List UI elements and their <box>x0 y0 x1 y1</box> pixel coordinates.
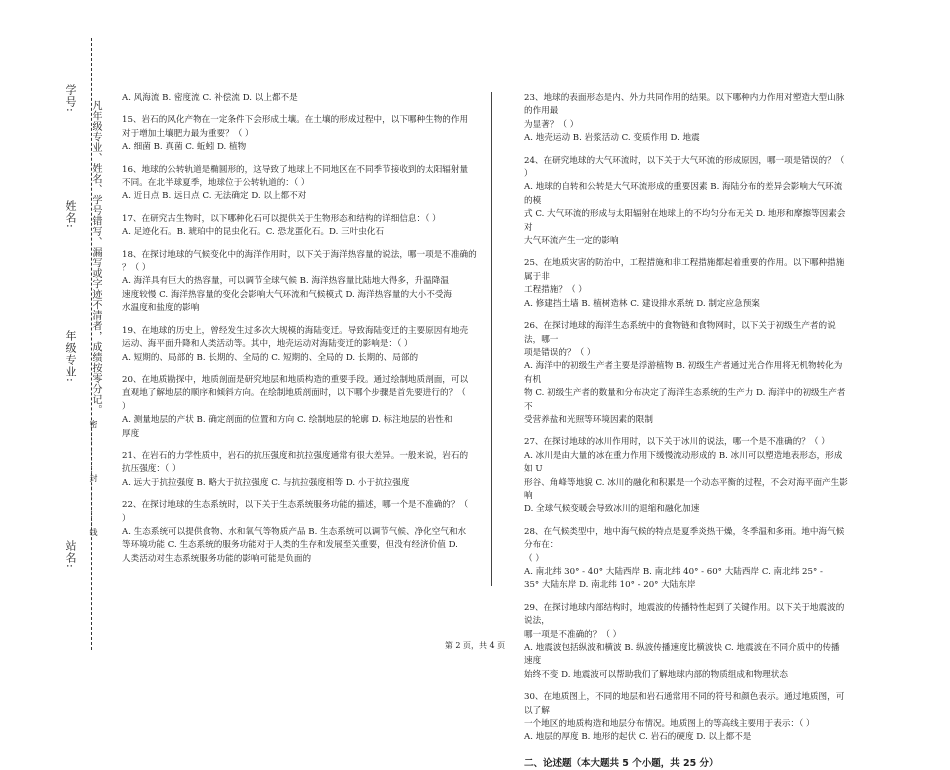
question-line: 项是错误的？（ ） <box>524 347 596 358</box>
question-line: 35° 大陆东岸 D. 南北纬 10° - 20° 大陆东岸 <box>524 580 696 591</box>
question-line: 18、在探讨地球的气候变化中的海洋作用时，以下关于海洋热容量的说法，哪一项是不准确的 <box>122 249 477 260</box>
question-line: 29、在探讨地球内部结构时，地震波的传播特性起到了关键作用。以下关于地震波的说法， <box>524 602 845 627</box>
question-line: 形谷、角峰等地貌 C. 冰川的融化和积累是一个动态平衡的过程，不会对海平面产生影响 <box>524 477 848 501</box>
question-block <box>122 114 484 154</box>
question-line: ？（ ） <box>122 263 151 274</box>
right-column <box>524 92 848 770</box>
question-line: 大气环流产生一定的影响 <box>524 236 619 247</box>
question-line: A. 冰川是由大量的冰在重力作用下缓慢流动形成的 B. 冰川可以塑造地表形态，形成如 U <box>524 450 843 475</box>
question-line: 17、在研究古生物时，以下哪种化石可以提供关于生物形态和结构的详细信息：（ ） <box>122 213 441 224</box>
question-line: A. 海洋具有巨大的热容量，可以调节全球气候 B. 海洋热容量比陆地大得多，升温降温 <box>122 276 449 287</box>
question-line: 24、在研究地球的大气环流时，以下关于大气环流的形成原因，哪一项是错误的？（ ） <box>524 155 845 180</box>
binding-warning: 凡年级专业、姓名、学号错写、漏写或字迹不清者，成绩按零分记。 <box>90 100 101 415</box>
name-label: 姓名: <box>64 200 77 229</box>
question-block <box>122 325 484 365</box>
question-block <box>524 526 848 593</box>
question-line: 水温度和盐度的影响 <box>122 303 200 314</box>
question-line: 25、在地质灾害的防治中，工程措施和非工程措施都起着重要的作用。以下哪种措施属于非 <box>524 258 845 282</box>
question-line: A. 地球的自转和公转是大气环流形成的重要因素 B. 海陆分布的差异会影响大气环流的模 <box>524 182 843 206</box>
question-line: A. 修建挡土墙 B. 植树造林 C. 建设排水系统 D. 制定应急预案 <box>524 298 760 309</box>
question-line: 一个地区的地质构造和地层分布情况。地质图上的等高线主要用于表示：（ ） <box>524 719 815 730</box>
question-block <box>524 155 848 249</box>
question-line: A. 足迹化石。B. 琥珀中的昆虫化石。C. 恐龙蛋化石。D. 三叶虫化石 <box>122 227 385 238</box>
question-line: 式 C. 大气环流的形成与太阳辐射在地球上的不均匀分布无关 D. 地形和摩擦等因素会对 <box>524 209 846 233</box>
question-line: 哪一项是不准确的？（ ） <box>524 629 622 640</box>
question-line: ） <box>122 401 131 412</box>
question-line: 运动、海平面升降和人类活动等。其中，地壳运动对海陆变迁的影响是：（ ） <box>122 339 413 350</box>
question-line: 始终不变 D. 地震波可以帮助我们了解地球内部的物质组成和物理状态 <box>524 669 788 680</box>
question-block <box>524 691 848 745</box>
question-line: 22、在探讨地球的生态系统时，以下关于生态系统服务功能的描述，哪一个是不准确的？（ <box>122 500 469 511</box>
question-block <box>524 320 848 427</box>
question-line: A. 地层的厚度 B. 地形的起伏 C. 岩石的硬度 D. 以上都不是 <box>524 732 752 743</box>
question-line: 16、地球的公转轨道是椭圆形的，这导致了地球上不同地区在不同季节接收到的太阳辐射量 <box>122 164 469 175</box>
student-id-label: 学号: <box>64 84 77 113</box>
question-line: A. 近日点 B. 远日点 C. 无法确定 D. 以上都不对 <box>122 191 307 202</box>
question-line: 厚度 <box>122 428 140 439</box>
question-line: A. 细菌 B. 真菌 C. 蚯蚓 D. 植物 <box>122 142 247 153</box>
question-line: 物 C. 初级生产者的数量和分布决定了海洋生态系统的生产力 D. 海洋中的初级生产者不 <box>524 388 846 412</box>
question-line: A. 南北纬 30° - 40° 大陆西岸 B. 南北纬 40° - 60° 大陆西岸 C. 南北纬 25° - <box>524 567 823 577</box>
question-line: 27、在探讨地球的冰川作用时，以下关于冰川的说法，哪一个是不准确的？（ ） <box>524 437 830 448</box>
school-label: 站名: <box>64 540 77 569</box>
question-line: 对于增加土壤肥力最为重要？（ ） <box>122 128 254 139</box>
question-line: A. 地震波包括纵波和横波 B. 纵波传播速度比横波快 C. 地震波在不同介质中的传播速度 <box>524 643 840 667</box>
question-line: （ ） <box>524 553 544 564</box>
question-block <box>524 92 848 146</box>
question-line: A. 测量地层的产状 B. 确定剖面的位置和方向 C. 绘制地层的轮廓 D. 标注地层的岩性和 <box>122 415 453 426</box>
question-line: A. 海洋中的初级生产者主要是浮游植物 B. 初级生产者通过光合作用将无机物转化为有机 <box>524 361 843 385</box>
question-line: 21、在岩石的力学性质中，岩石的抗压强度和抗拉强度通常有很大差异。一般来说，岩石的 <box>122 450 469 461</box>
section-title: 二、论述题（本大题共 5 个小题，共 25 分） <box>524 757 719 769</box>
question-line: 20、在地质勘探中，地质剖面是研究地层和地质构造的重要手段。通过绘制地质剖面，可以 <box>122 374 469 385</box>
question-line: A. 短期的、局部的 B. 长期的、全局的 C. 短期的、全局的 D. 长期的、局部的 <box>122 352 419 363</box>
binding-dashed-line <box>91 38 92 650</box>
column-divider <box>491 92 492 586</box>
question-block <box>122 249 484 316</box>
question-block <box>122 164 484 204</box>
binding-margin <box>40 0 110 672</box>
question-line: A. 远大于抗拉强度 B. 略大于抗拉强度 C. 与抗拉强度相等 D. 小于抗拉强度 <box>122 477 410 488</box>
question-line: 直观地了解地层的顺序和倾斜方向。在绘制地质剖面时，以下哪个步骤是首先要进行的？（ <box>122 388 466 399</box>
question-line: 26、在探讨地球的海洋生态系统中的食物链和食物网时，以下关于初级生产者的说法，哪一 <box>524 321 836 345</box>
question-line: 等环境功能 C. 生态系统的服务功能对于人类的生存和发展至关重要，但没有经济价值 D. <box>122 540 458 551</box>
question-line: A. 风海流 B. 密度流 C. 补偿流 D. 以上都不是 <box>122 93 298 103</box>
question-block <box>122 450 484 490</box>
question-line: ） <box>122 513 131 524</box>
question-line: 23、地球的表面形态是内、外力共同作用的结果。以下哪种内力作用对塑造大型山脉的作用最 <box>524 93 845 117</box>
seal-line-label: 密……………封……………线 <box>89 420 98 537</box>
question-line: 30、在地质图上，不同的地层和岩石通常用不同的符号和颜色表示。通过地质图，可以了解 <box>524 692 845 716</box>
class-label: 年级专业: <box>64 330 77 383</box>
question-line: A. 地壳运动 B. 岩浆活动 C. 变质作用 D. 地震 <box>524 133 700 144</box>
question-line: 19、在地球的历史上，曾经发生过多次大规模的海陆变迁。导致海陆变迁的主要原因有地壳 <box>122 325 469 336</box>
page-footer: 第 2 页，共 4 页 <box>444 641 506 650</box>
question-line: 速度较慢 C. 海洋热容量的变化会影响大气环流和气候模式 D. 海洋热容量的大小不受海 <box>122 289 453 300</box>
question-line: 15、岩石的风化产物在一定条件下会形成土壤。在土壤的形成过程中，以下哪种生物的作用 <box>122 115 469 126</box>
left-column <box>122 92 484 575</box>
question-block <box>524 436 848 516</box>
question-line: 工程措施？（ ） <box>524 285 587 296</box>
question-line: 为显著？（ ） <box>524 119 579 130</box>
question-line: 人类活动对生态系统服务功能的影响可能是负面的 <box>122 553 312 564</box>
question-line: 28、在气候类型中，地中海气候的特点是夏季炎热干燥，冬季温和多雨。地中海气候分布在： <box>524 526 845 551</box>
question-line: 抗压强度：（ ） <box>122 464 181 475</box>
question-line: A. 生态系统可以提供食物、水和氧气等物质产品 B. 生态系统可以调节气候、净化空气和水 <box>122 526 467 537</box>
question-line: D. 全球气候变暖会导致冰川的退缩和融化加速 <box>524 504 700 515</box>
question-line: 不同。在北半球夏季，地球位于公转轨道的：（ ） <box>122 178 310 189</box>
question-block <box>122 213 484 240</box>
question-block <box>122 92 484 105</box>
question-block <box>524 257 848 311</box>
question-line: 受营养盐和光照等环境因素的限制 <box>524 414 653 425</box>
question-block <box>122 499 484 566</box>
question-block <box>122 374 484 441</box>
